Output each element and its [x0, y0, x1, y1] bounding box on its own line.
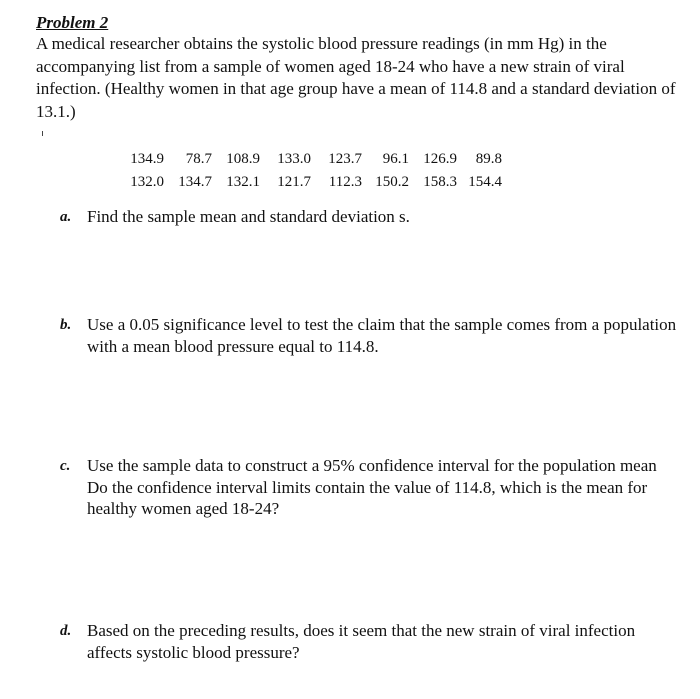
data-cell: 134.7 — [178, 174, 212, 190]
data-cell: 150.2 — [375, 174, 409, 190]
data-row — [118, 171, 502, 194]
part-c-letter: c. — [60, 458, 71, 474]
data-table — [118, 148, 502, 194]
part-a-letter: a. — [60, 209, 72, 225]
data-cell: 134.9 — [130, 151, 164, 167]
data-row — [118, 148, 502, 171]
part-b-letter: b. — [60, 317, 72, 333]
problem-title: Problem 2 — [36, 13, 109, 32]
part-a-text: Find the sample mean and standard deviation s. — [87, 207, 410, 226]
part-b-text: Use a 0.05 significance level to test the claim that the sample comes from a population with a mean blood pressure equal to 114.8. — [87, 315, 677, 356]
data-cell: 154.4 — [468, 174, 502, 190]
data-cell: 132.0 — [130, 174, 164, 190]
data-cell: 89.8 — [475, 151, 502, 167]
part-c-text: Use the sample data to construct a 95% confidence interval for the population mean Do the confidence interval limits contain the value of 114.8, which is the mean for healthy women aged 18-24? — [87, 456, 657, 518]
data-cell: 126.9 — [423, 151, 457, 167]
data-cell: 112.3 — [328, 174, 362, 190]
data-cell: 158.3 — [423, 174, 457, 190]
problem-intro: A medical researcher obtains the systolic blood pressure readings (in mm Hg) in the accompanying list from a sample of women aged 18-24 who have a new strain of viral infection. (Healthy women in that age group have a mean of 114.8 and a standard deviation of 13.1.) — [36, 34, 676, 121]
data-cell: 121.7 — [277, 174, 311, 190]
data-cell: 123.7 — [328, 151, 362, 167]
part-d-letter: d. — [60, 623, 72, 639]
data-cell: 132.1 — [226, 174, 260, 190]
data-cell: 108.9 — [226, 151, 260, 167]
data-cell: 133.0 — [277, 151, 311, 167]
stray-mark — [42, 131, 43, 136]
data-cell: 96.1 — [382, 151, 409, 167]
part-d-text: Based on the preceding results, does it seem that the new strain of viral infection affects systolic blood pressure? — [87, 621, 636, 662]
data-cell: 78.7 — [185, 151, 212, 167]
